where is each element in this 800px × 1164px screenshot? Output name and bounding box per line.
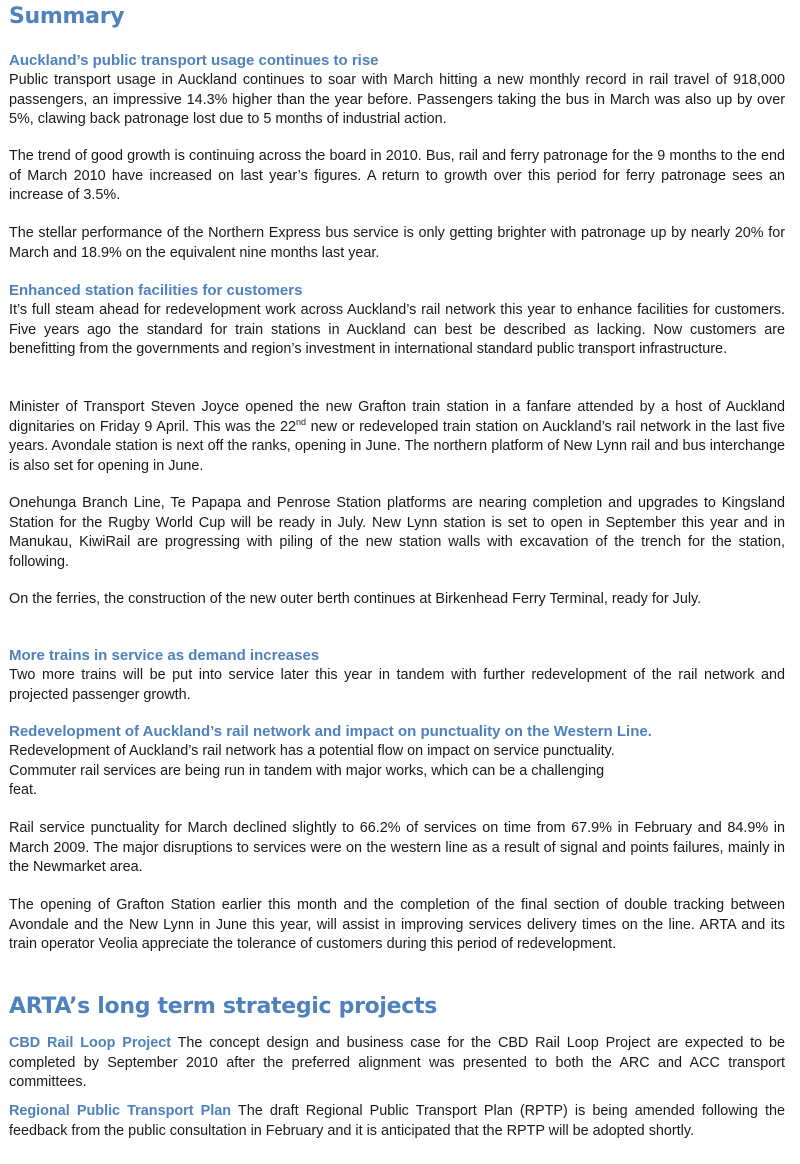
grafton-text-before: Minister of Transport Steven Joyce opened the new Grafton train station in a fanfare attended by a host of Auckland dignitaries on Friday 9 April. This was the 22 [9, 399, 785, 435]
intro-line: Commuter rail services are being run in tandem with major works, which can be a challenging [9, 762, 605, 779]
section-heading-more-trains: More trains in service as demand increases [9, 647, 320, 664]
ordinal-suffix: nd [296, 416, 307, 427]
punctuality-intro [9, 742, 785, 801]
paragraph-grafton-station [9, 398, 785, 476]
project-cbd-rail-loop [9, 1034, 785, 1093]
project-title: Regional Public Transport Plan [9, 1103, 232, 1119]
paragraph-redevelopment-work: It’s full steam ahead for redevelopment work across Auckland’s rail network this year to enhance facilities for customers. Five years ago the standard for train stations in Auckland can best be described as lacking. Now customers are benefitting from the governments and region’s investment in international standard public transport infrastructure. [9, 302, 785, 357]
paragraph-ferry-berth: On the ferries, the construction of the new outer berth continues at Birkenhead Ferry Terminal, ready for July. [9, 591, 702, 607]
paragraph-northern-express: The stellar performance of the Northern Express bus service is only getting brighter with patronage up by nearly 20% for March and 18.9% on the equivalent nine months last year. [9, 225, 785, 261]
intro-line: Redevelopment of Auckland’s rail network has a potential flow on impact on service punctuality. [9, 743, 615, 759]
paragraph-usage-record: Public transport usage in Auckland continues to soar with March hitting a new monthly record in rail travel of 918,000 passengers, an impressive 14.3% higher than the year before. Passengers taking the bus in March was also up by over 5%, clawing back patronage lost due to 5 months of industrial action. [9, 72, 785, 127]
section-heading-station-facilities: Enhanced station facilities for customers [9, 282, 303, 299]
section-heading-transport-usage: Auckland’s public transport usage continues to rise [9, 52, 379, 69]
section-heading-punctuality: Redevelopment of Auckland’s rail network and impact on punctuality on the Western Line. [9, 723, 652, 740]
paragraph-more-trains: Two more trains will be put into service later this year in tandem with further redevelopment of the rail network and projected passenger growth. [9, 667, 785, 703]
project-text: The concept design and business case for the CBD Rail Loop Project are expected to be completed by September 2010 after the preferred alignment was presented to both the ARC and ACC transport committees. [9, 1035, 786, 1090]
paragraph-punctuality-stats: Rail service punctuality for March declined slightly to 66.2% of services on time from 67.9% in February and 84.9% in March 2009. The major disruptions to services were on the western line as a result of signal and points failures, mainly in the Newmarket area. [9, 820, 785, 875]
project-title: CBD Rail Loop Project [9, 1035, 172, 1051]
intro-line: feat. [9, 782, 38, 798]
paragraph-growth-trend: The trend of good growth is continuing across the board in 2010. Bus, rail and ferry patronage for the 9 months to the end of March 2010 have increased on last year’s figures. A return to growth over this period for ferry patronage sees an increase of 3.5%. [9, 148, 785, 203]
projects-heading: ARTA’s long term strategic projects [9, 994, 438, 1019]
grafton-text-after: new or redeveloped train station on Auckland’s rail network in the last five years. Avondale station is next off the ranks, opening in June. The northern platform of New Lynn rail and bus interchange is also set for opening in June. [9, 418, 785, 474]
summary-heading: Summary [9, 4, 125, 29]
paragraph-grafton-opening: The opening of Grafton Station earlier this month and the completion of the final section of double tracking between Avondale and the New Lynn in June this year, will assist in improving services delivery times on the line. ARTA and its train operator Veolia appreciate the tolerance of customers during this period of redevelopment. [9, 897, 785, 952]
project-rptp [9, 1102, 785, 1141]
paragraph-station-upgrades: Onehunga Branch Line, Te Papapa and Penrose Station platforms are nearing completion and upgrades to Kingsland Station for the Rugby World Cup will be ready in July. New Lynn station is set to open in September this year and in Manukau, KiwiRail are progressing with piling of the new station walls with excavation of the trench for the station, following. [9, 495, 785, 570]
project-text: The draft Regional Public Transport Plan (RPTP) is being amended following the feedback from the public consultation in February and it is anticipated that the RPTP will be adopted shortly. [9, 1103, 785, 1139]
